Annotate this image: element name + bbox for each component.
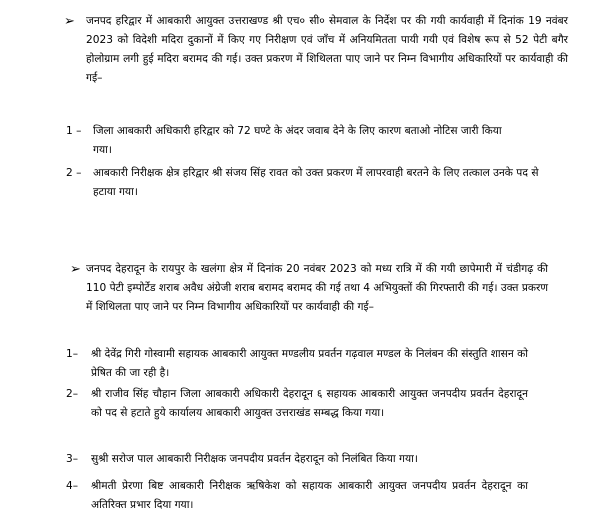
arrow-bullet-icon: ➢ bbox=[64, 14, 75, 29]
item-number: 1 – bbox=[66, 125, 82, 137]
item-text: श्रीमती प्रेरणा बिष्ट आबकारी निरीक्षक ऋषिकेश को सहायक आबकारी आयुक्त जनपदीय प्रवर्तन देहरादून का अतिरिक्त प्रभार दिया गया। bbox=[91, 480, 528, 511]
item-number: 4– bbox=[66, 480, 79, 492]
item-text: जिला आबकारी अधिकारी हरिद्वार को 72 घण्टे के अंदर जवाब देने के लिए कारण बताओ नोटिस जारी किया गया। bbox=[93, 125, 502, 156]
item-number: 2– bbox=[66, 388, 79, 400]
arrow-bullet-icon: ➢ bbox=[70, 262, 81, 277]
item-text: श्री देवेंद्र गिरी गोस्वामी सहायक आबकारी आयुक्त मण्डलीय प्रवर्तन गढ़वाल मण्डल के निलंबन की संस्तुति शासन को प्रेषित की जा रही है। bbox=[91, 348, 528, 379]
item-number: 2 – bbox=[66, 167, 82, 179]
item-text: सुश्री सरोज पाल आबकारी निरीक्षक जनपदीय प्रवर्तन देहरादून को निलंबित किया गया। bbox=[91, 453, 418, 465]
item-text: आबकारी निरीक्षक क्षेत्र हरिद्वार श्री संजय सिंह रावत को उक्त प्रकरण में लापरवाही बरतने के लिए तत्काल उनके पद से हटाया गया। bbox=[93, 167, 539, 198]
item-text: श्री राजीव सिंह चौहान जिला आबकारी अधिकारी देहरादून ६ सहायक आबकारी आयुक्त जनपदीय प्रवर्तन देहरादून को पद से हटाते हुये कार्यालय आबकारी आयुक्त उत्तराखंड सम्बद्ध किया गया। bbox=[91, 388, 528, 419]
section-haridwar-paragraph: जनपद हरिद्वार में आबकारी आयुक्त उत्तराखण्ड श्री एच० सी० सेमवाल के निर्देश पर की गयी कार्यवाही में दिनांक 19 नवंबर 2023 को विदेशी मदिरा दुकानों में किए गए निरीक्षण एवं जाँच में अनियमितता पायी गयी एवं विशेष रूप से 52 पेटी बगैर होलोग्राम लगी हुई मदिरा बरामद की गई। उक्त प्रकरण में शिथिलता पाए जाने पर निम्न विभागीय अधिकारियों पर कार्यवाही की गई– bbox=[86, 15, 568, 84]
item-number: 1– bbox=[66, 348, 79, 360]
section-dehradun-paragraph: जनपद देहरादून के रायपुर के खलंगा क्षेत्र में दिनांक 20 नवंबर 2023 को मध्य रात्रि में की गयी छापेमारी में चंडीगढ़ की 110 पेटी इम्पोर्टेड शराब अवैध अंग्रेजी शराब बरामद बरामद की गई तथा 4 अभियुक्तों की गिरफ्तारी की गई। उक्त प्रकरण में शिथिलता पाए जाने पर निम्न विभागीय अधिकारियों पर कार्यवाही की गई– bbox=[86, 263, 548, 313]
item-number: 3– bbox=[66, 453, 79, 465]
